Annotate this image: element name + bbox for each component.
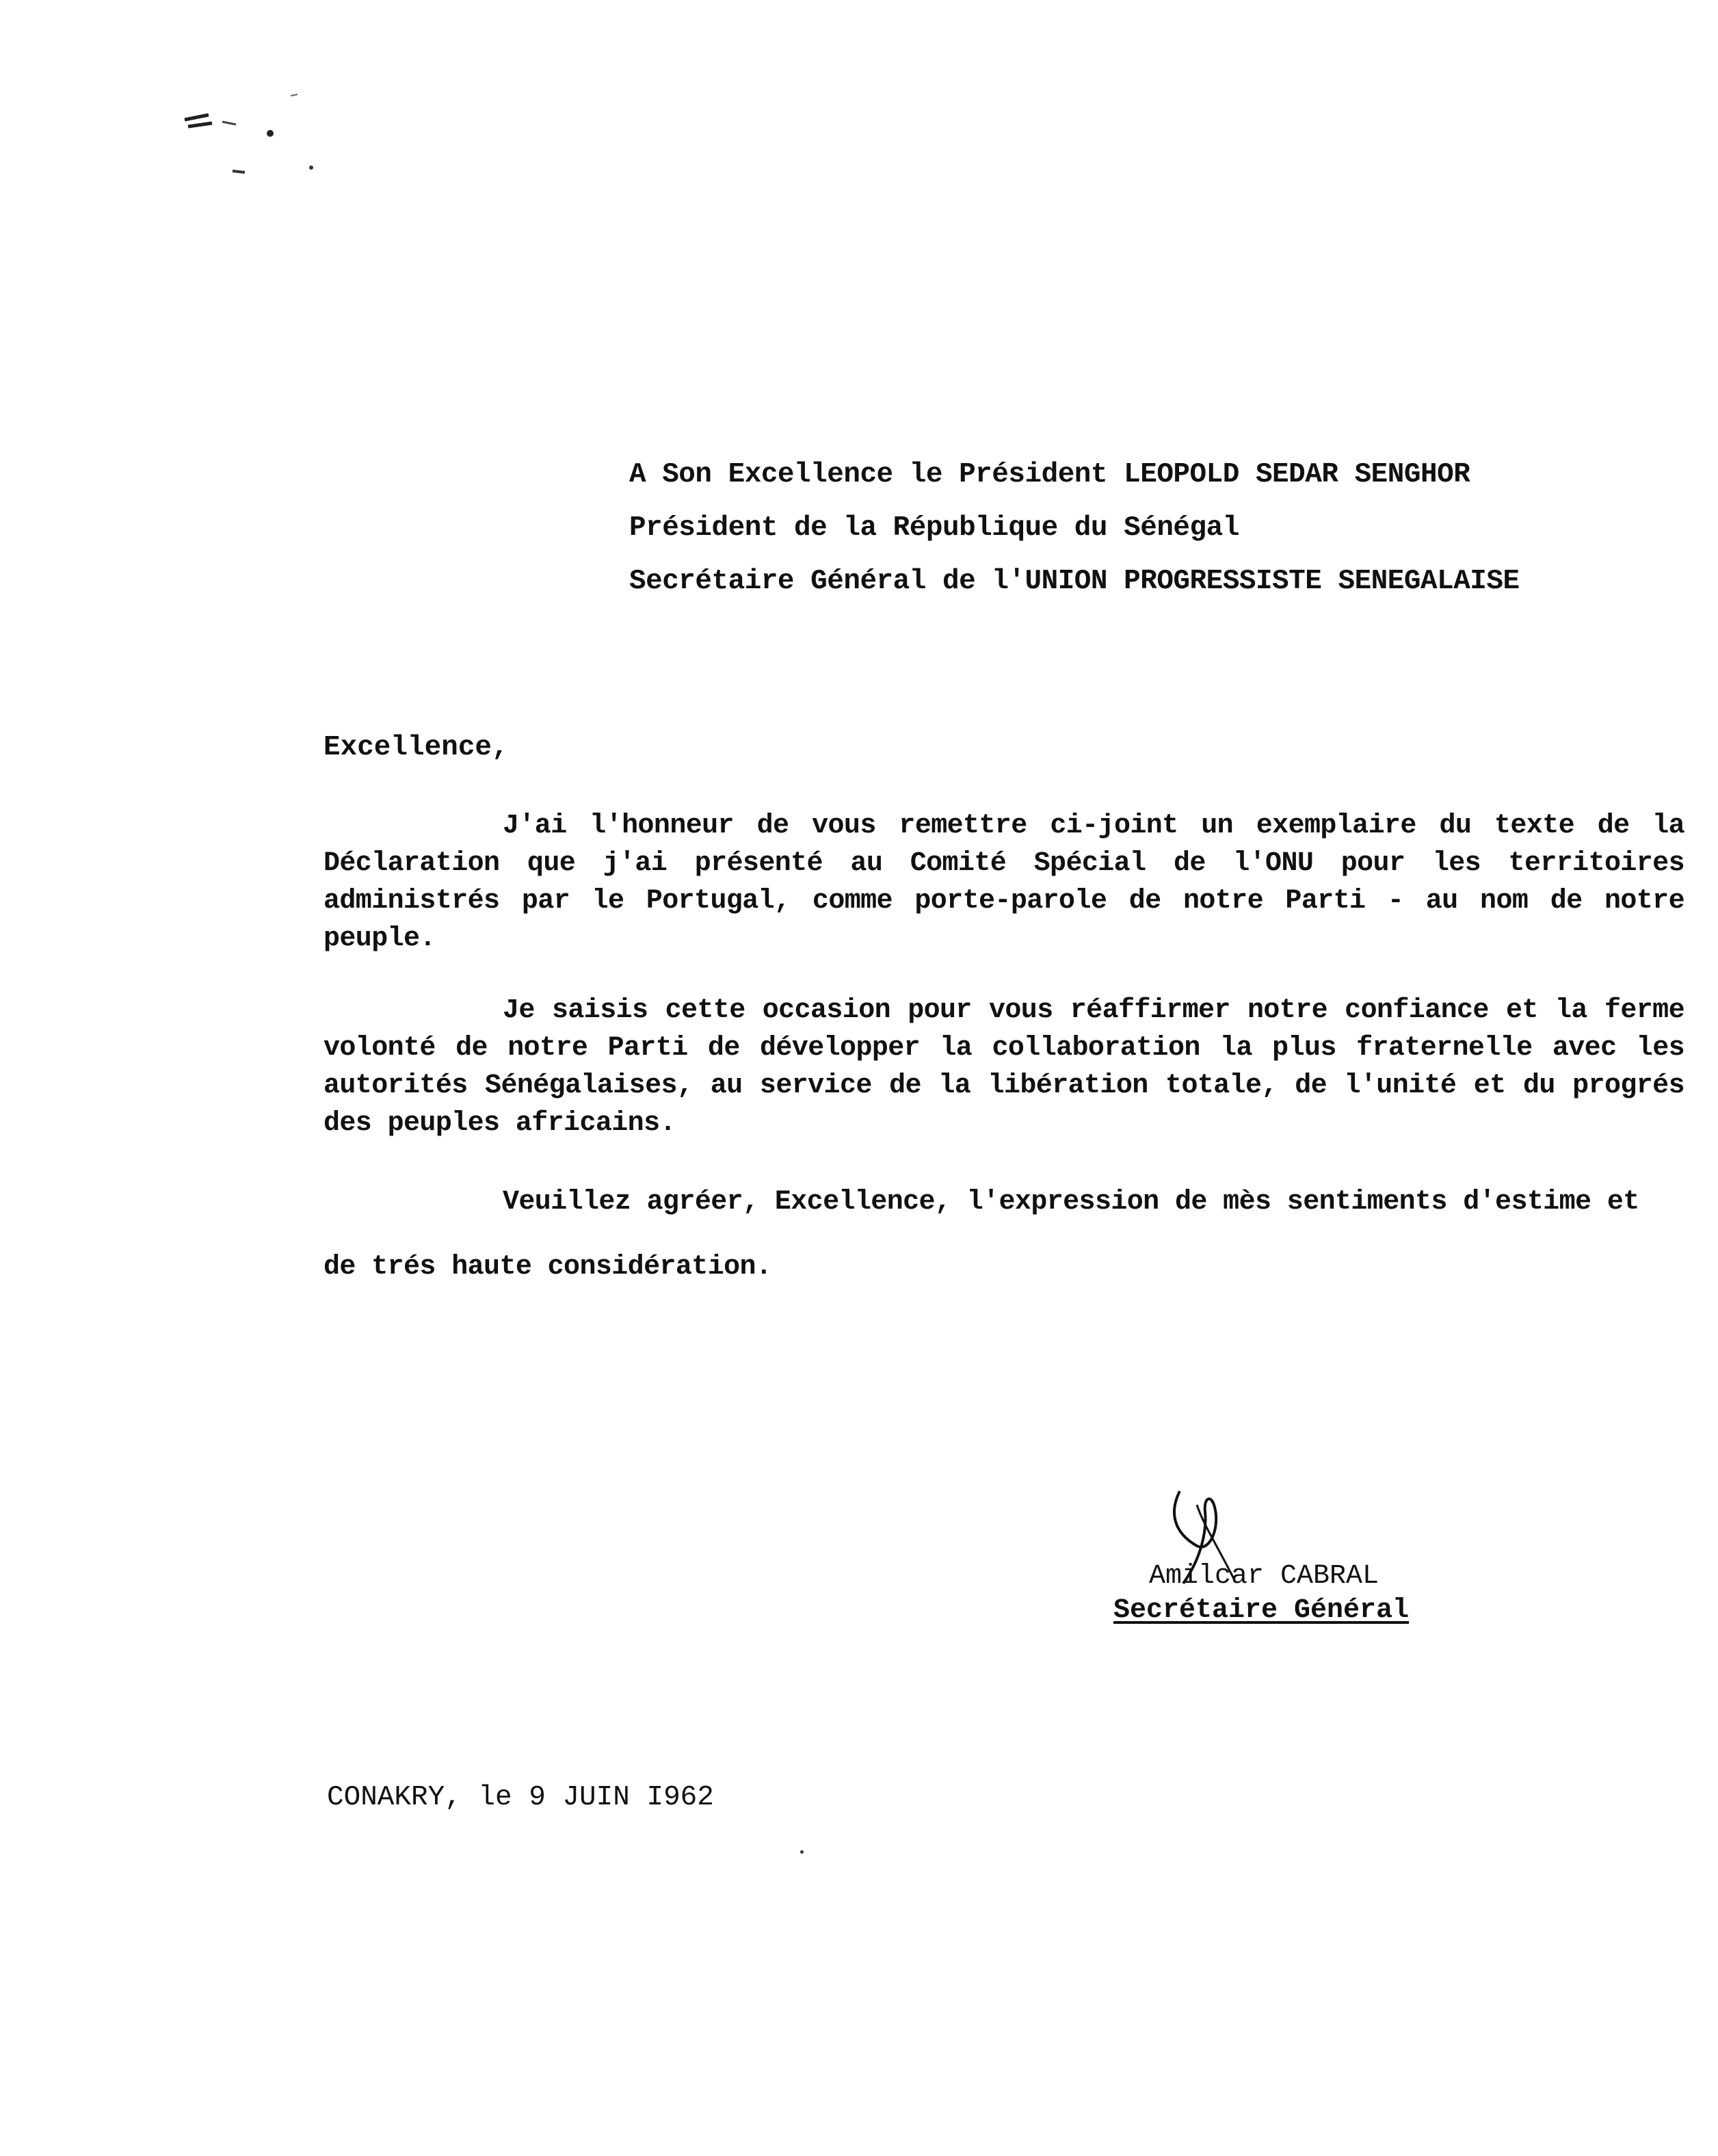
paper-specks-decoration [171,89,335,192]
signatory-name: Amilcar CABRAL [1149,1561,1379,1592]
place-and-date: CONAKRY, le 9 JUIN I962 [327,1782,714,1813]
paper-speck [800,1850,804,1854]
paragraph-2: Je saisis cette occasion pour vous réaffirmer notre confiance et la ferme volonté de notre Parti de développer la collaboration la plus fraternelle avec les autorités Sénégalaises, au service de la libération totale, de l'unité et du progrés des peuples africains. [323,995,1684,1139]
addressee-block [629,448,1587,608]
signatory-title: Secrétaire Général [1113,1595,1410,1626]
salutation: Excellence, [323,732,509,763]
signature-block [1094,1484,1450,1642]
addressee-line-3: Secrétaire Général de l'UNION PROGRESSISTE SENEGALAISE [629,566,1520,597]
addressee-line-1: A Son Excellence le Président LEOPOLD SEDAR SENGHOR [629,459,1470,490]
paragraph-1: J'ai l'honneur de vous remettre ci-joint un exemplaire du texte de la Déclaration que j'ai présenté au Comité Spécial de l'ONU pour les territoires administrés par le Portugal, comme porte-parole de notre Parti - au nom de notre peuple. [323,811,1684,954]
paragraph-closing: Veuillez agréer, Excellence, l'expression de mès sentiments d'estime et de trés haute considération. [323,1187,1639,1283]
letter-body [323,807,1684,1334]
addressee-line-2: Président de la République du Sénégal [629,512,1239,544]
